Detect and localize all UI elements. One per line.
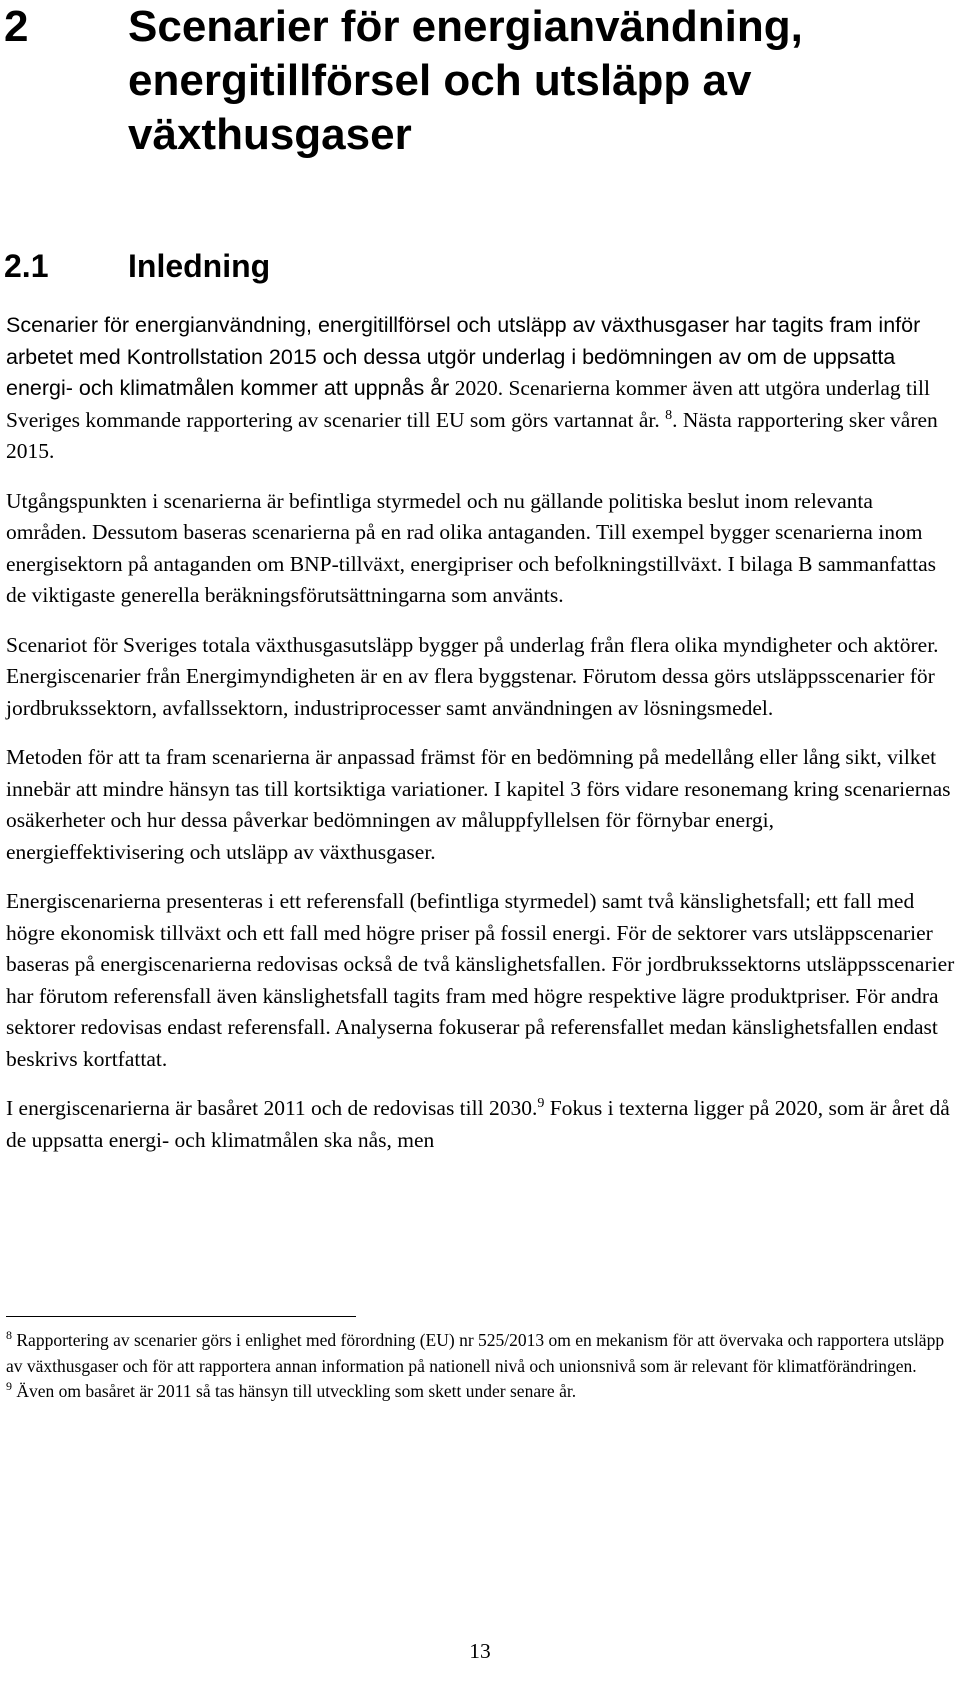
- chapter-title-line: energitillförsel och utsläpp av: [128, 56, 752, 105]
- chapter-title: [128, 0, 928, 162]
- footnote-ref-9[interactable]: 9: [537, 1095, 545, 1111]
- paragraph-3: Scenariot för Sveriges totala växthusgasutsläpp bygger på underlag från flera olika myndigheter och aktörer. Energiscenarier från Energimyndigheten är en av flera byggstenar. Förutom dessa görs utsläppsscenarier för jordbrukssektorn, avfallssektorn, industriprocesser samt användningen av lösningsmedel.: [6, 632, 939, 720]
- paragraph-4: Metoden för att ta fram scenarierna är anpassad främst för en bedömning på medellång eller lång sikt, vilket innebär att mindre hänsyn tas till kortsiktiga variationer. I kapitel 3 förs vidare resonemang kring scenariernas osäkerheter och hur dessa påverkar bedömningen av måluppfyllelsen för förnybar energi, energieffektivisering och utsläpp av växthusgaser.: [6, 745, 951, 864]
- footnote-ref-8[interactable]: 8: [665, 407, 673, 423]
- paragraph-5: Energiscenarierna presenteras i ett referensfall (befintliga styrmedel) samt två känslighetsfall; ett fall med högre ekonomisk tillväxt och ett fall med högre priser på fossil energi. För de sektorer vars utsläppscenarier baseras på energiscenarierna redovisas också de två känslighetsfallen. För jordbrukssektorns utsläppsscenarier har förutom referensfall även känslighetsfall tagits fram med högre respektive lägre produktpriser. För andra sektorer redovisas endast referensfall. Analyserna fokuserar på referensfallet medan känslighetsfallen endast beskrivs kortfattat.: [6, 889, 955, 1071]
- paragraph-1-tail: . Nästa rapportering sker våren 2015.: [6, 407, 938, 463]
- page-number: 13: [469, 1639, 491, 1663]
- footnote-text: Rapportering av scenarier görs i enlighet med förordning (EU) nr 525/2013 om en mekanism för att övervaka och rapportera utsläpp av växthusgaser och för att rapportera annan information på nationell nivå och unionsnivå som är relevant för klimatförändringen.: [6, 1330, 945, 1376]
- footnote-separator: [6, 1316, 356, 1317]
- paragraph-1-text: 2020. Scenarierna kommer även att utgöra underlag till Sveriges kommande rapportering av scenarier till EU som görs vartannat år.: [6, 376, 930, 432]
- paragraph-2: Utgångspunkten i scenarierna är befintliga styrmedel och nu gällande politiska beslut inom relevanta områden. Dessutom baseras scenarierna på en rad olika antaganden. Till exempel bygger scenarierna inom energisektorn på antaganden om BNP-tillväxt, energipriser och befolkningstillväxt. I bilaga B sammanfattas de viktigaste generella beräkningsförutsättningarna som använts.: [6, 488, 937, 607]
- chapter-number: 2: [4, 2, 29, 51]
- body-text: [6, 310, 956, 1174]
- footnote-8: [6, 1328, 956, 1379]
- footnote-text: Även om basåret är 2011 så tas hänsyn till utveckling som skett under senare år.: [12, 1381, 577, 1401]
- footnote-9: [6, 1379, 956, 1405]
- footnote-number: 8: [6, 1328, 12, 1343]
- section-title: Inledning: [128, 248, 271, 284]
- paragraph-1: [6, 310, 956, 468]
- footnote-number: 9: [6, 1379, 12, 1394]
- footnotes: [6, 1328, 956, 1405]
- chapter-title-line: växthusgaser: [128, 110, 412, 159]
- paragraph-6: [6, 1093, 956, 1156]
- paragraph-6-text: I energiscenarierna är basåret 2011 och de redovisas till 2030.: [6, 1096, 538, 1120]
- section-number: 2.1: [4, 248, 49, 284]
- chapter-title-line: Scenarier för energianvändning,: [128, 2, 803, 51]
- paragraph-6-tail: Fokus i texterna ligger på 2020, som är året då de uppsatta energi- och klimatmålen ska nås, men: [6, 1096, 950, 1152]
- paragraph-1-sans-text: Scenarier för energianvändning, energitillförsel och utsläpp av växthusgaser har tagits fram inför arbetet med Kontrollstation 2015 och dessa utgör underlag i bedömningen av om de uppsatta energi- och klimatmålen kommer att uppnås år: [6, 313, 921, 400]
